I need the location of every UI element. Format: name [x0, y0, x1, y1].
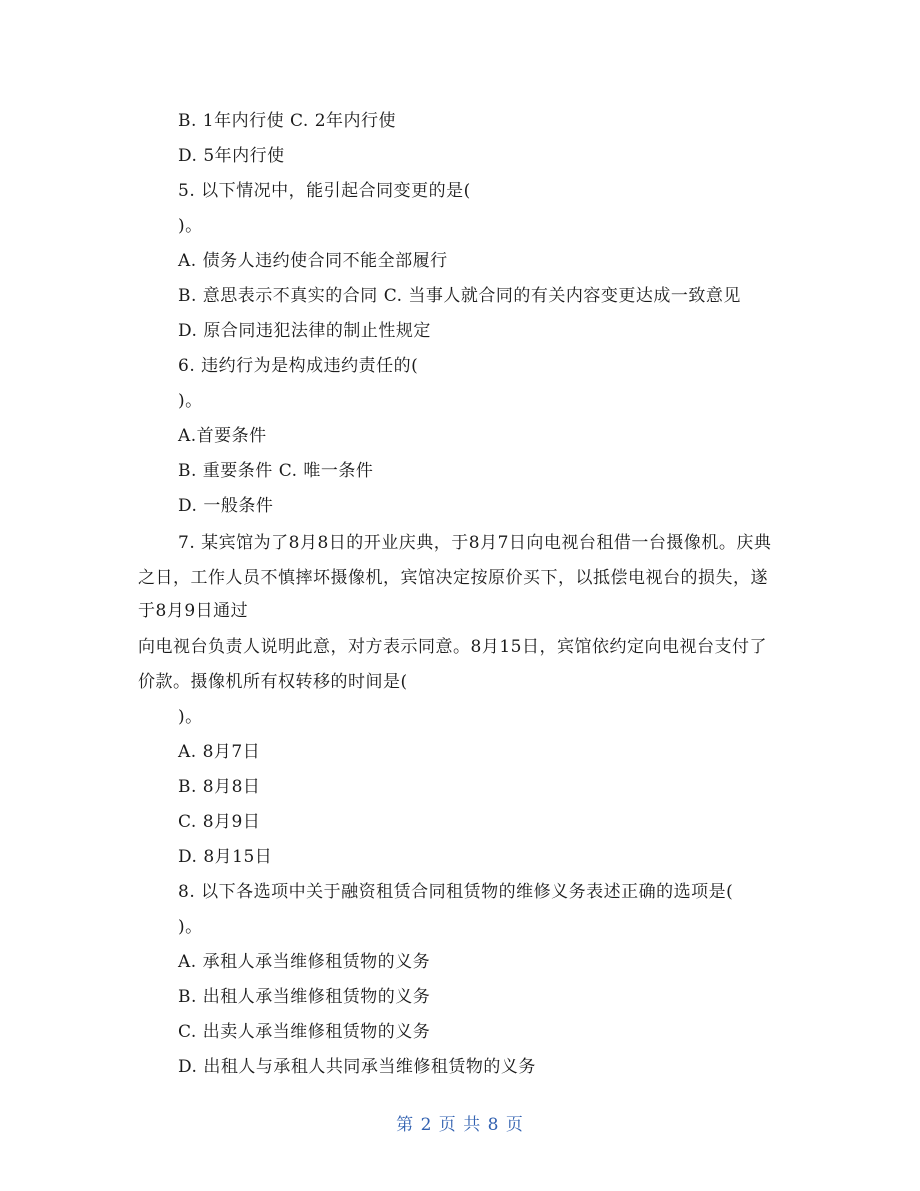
page-footer: 第 2 页 共 8 页 — [396, 1115, 524, 1135]
option-line: B. 8月8日 — [178, 777, 261, 797]
question-line: )。 — [178, 391, 203, 411]
option-line: B. 1年内行使 C. 2年内行使 — [178, 111, 397, 131]
question-line: 5. 以下情况中，能引起合同变更的是( — [178, 181, 471, 201]
option-line: B. 重要条件 C. 唯一条件 — [178, 461, 374, 481]
question-line: )。 — [178, 216, 203, 236]
question-line: 于8月9日通过 — [138, 601, 249, 621]
option-line: C. 8月9日 — [178, 812, 261, 832]
option-line: A. 债务人违约使合同不能全部履行 — [178, 251, 448, 271]
option-line: D. 出租人与承租人共同承当维修租赁物的义务 — [178, 1057, 536, 1077]
option-line: B. 出租人承当维修租赁物的义务 — [178, 987, 431, 1007]
question-line: )。 — [178, 917, 203, 937]
question-line: 7. 某宾馆为了8月8日的开业庆典，于8月7日向电视台租借一台摄像机。庆典 — [178, 533, 772, 553]
option-line: D. 5年内行使 — [178, 146, 285, 166]
option-line: A.首要条件 — [178, 426, 267, 446]
question-line: 8. 以下各选项中关于融资租赁合同租赁物的维修义务表述正确的选项是( — [178, 882, 734, 902]
question-line: )。 — [178, 707, 203, 727]
option-line: D. 原合同违犯法律的制止性规定 — [178, 321, 431, 341]
option-line: D. 8月15日 — [178, 847, 273, 867]
option-line: A. 8月7日 — [178, 742, 261, 762]
option-line: C. 出卖人承当维修租赁物的义务 — [178, 1022, 431, 1042]
option-line: D. 一般条件 — [178, 496, 274, 516]
question-line: 之日，工作人员不慎摔坏摄像机，宾馆决定按原价买下，以抵偿电视台的损失，遂 — [138, 568, 768, 588]
option-line: B. 意思表示不真实的合同 C. 当事人就合同的有关内容变更达成一致意见 — [178, 286, 741, 306]
question-line: 向电视台负责人说明此意，对方表示同意。8月15日，宾馆依约定向电视台支付了 — [138, 637, 767, 657]
option-line: A. 承租人承当维修租赁物的义务 — [178, 952, 431, 972]
question-line: 6. 违约行为是构成违约责任的( — [178, 356, 419, 376]
question-line: 价款。摄像机所有权转移的时间是( — [138, 672, 408, 692]
